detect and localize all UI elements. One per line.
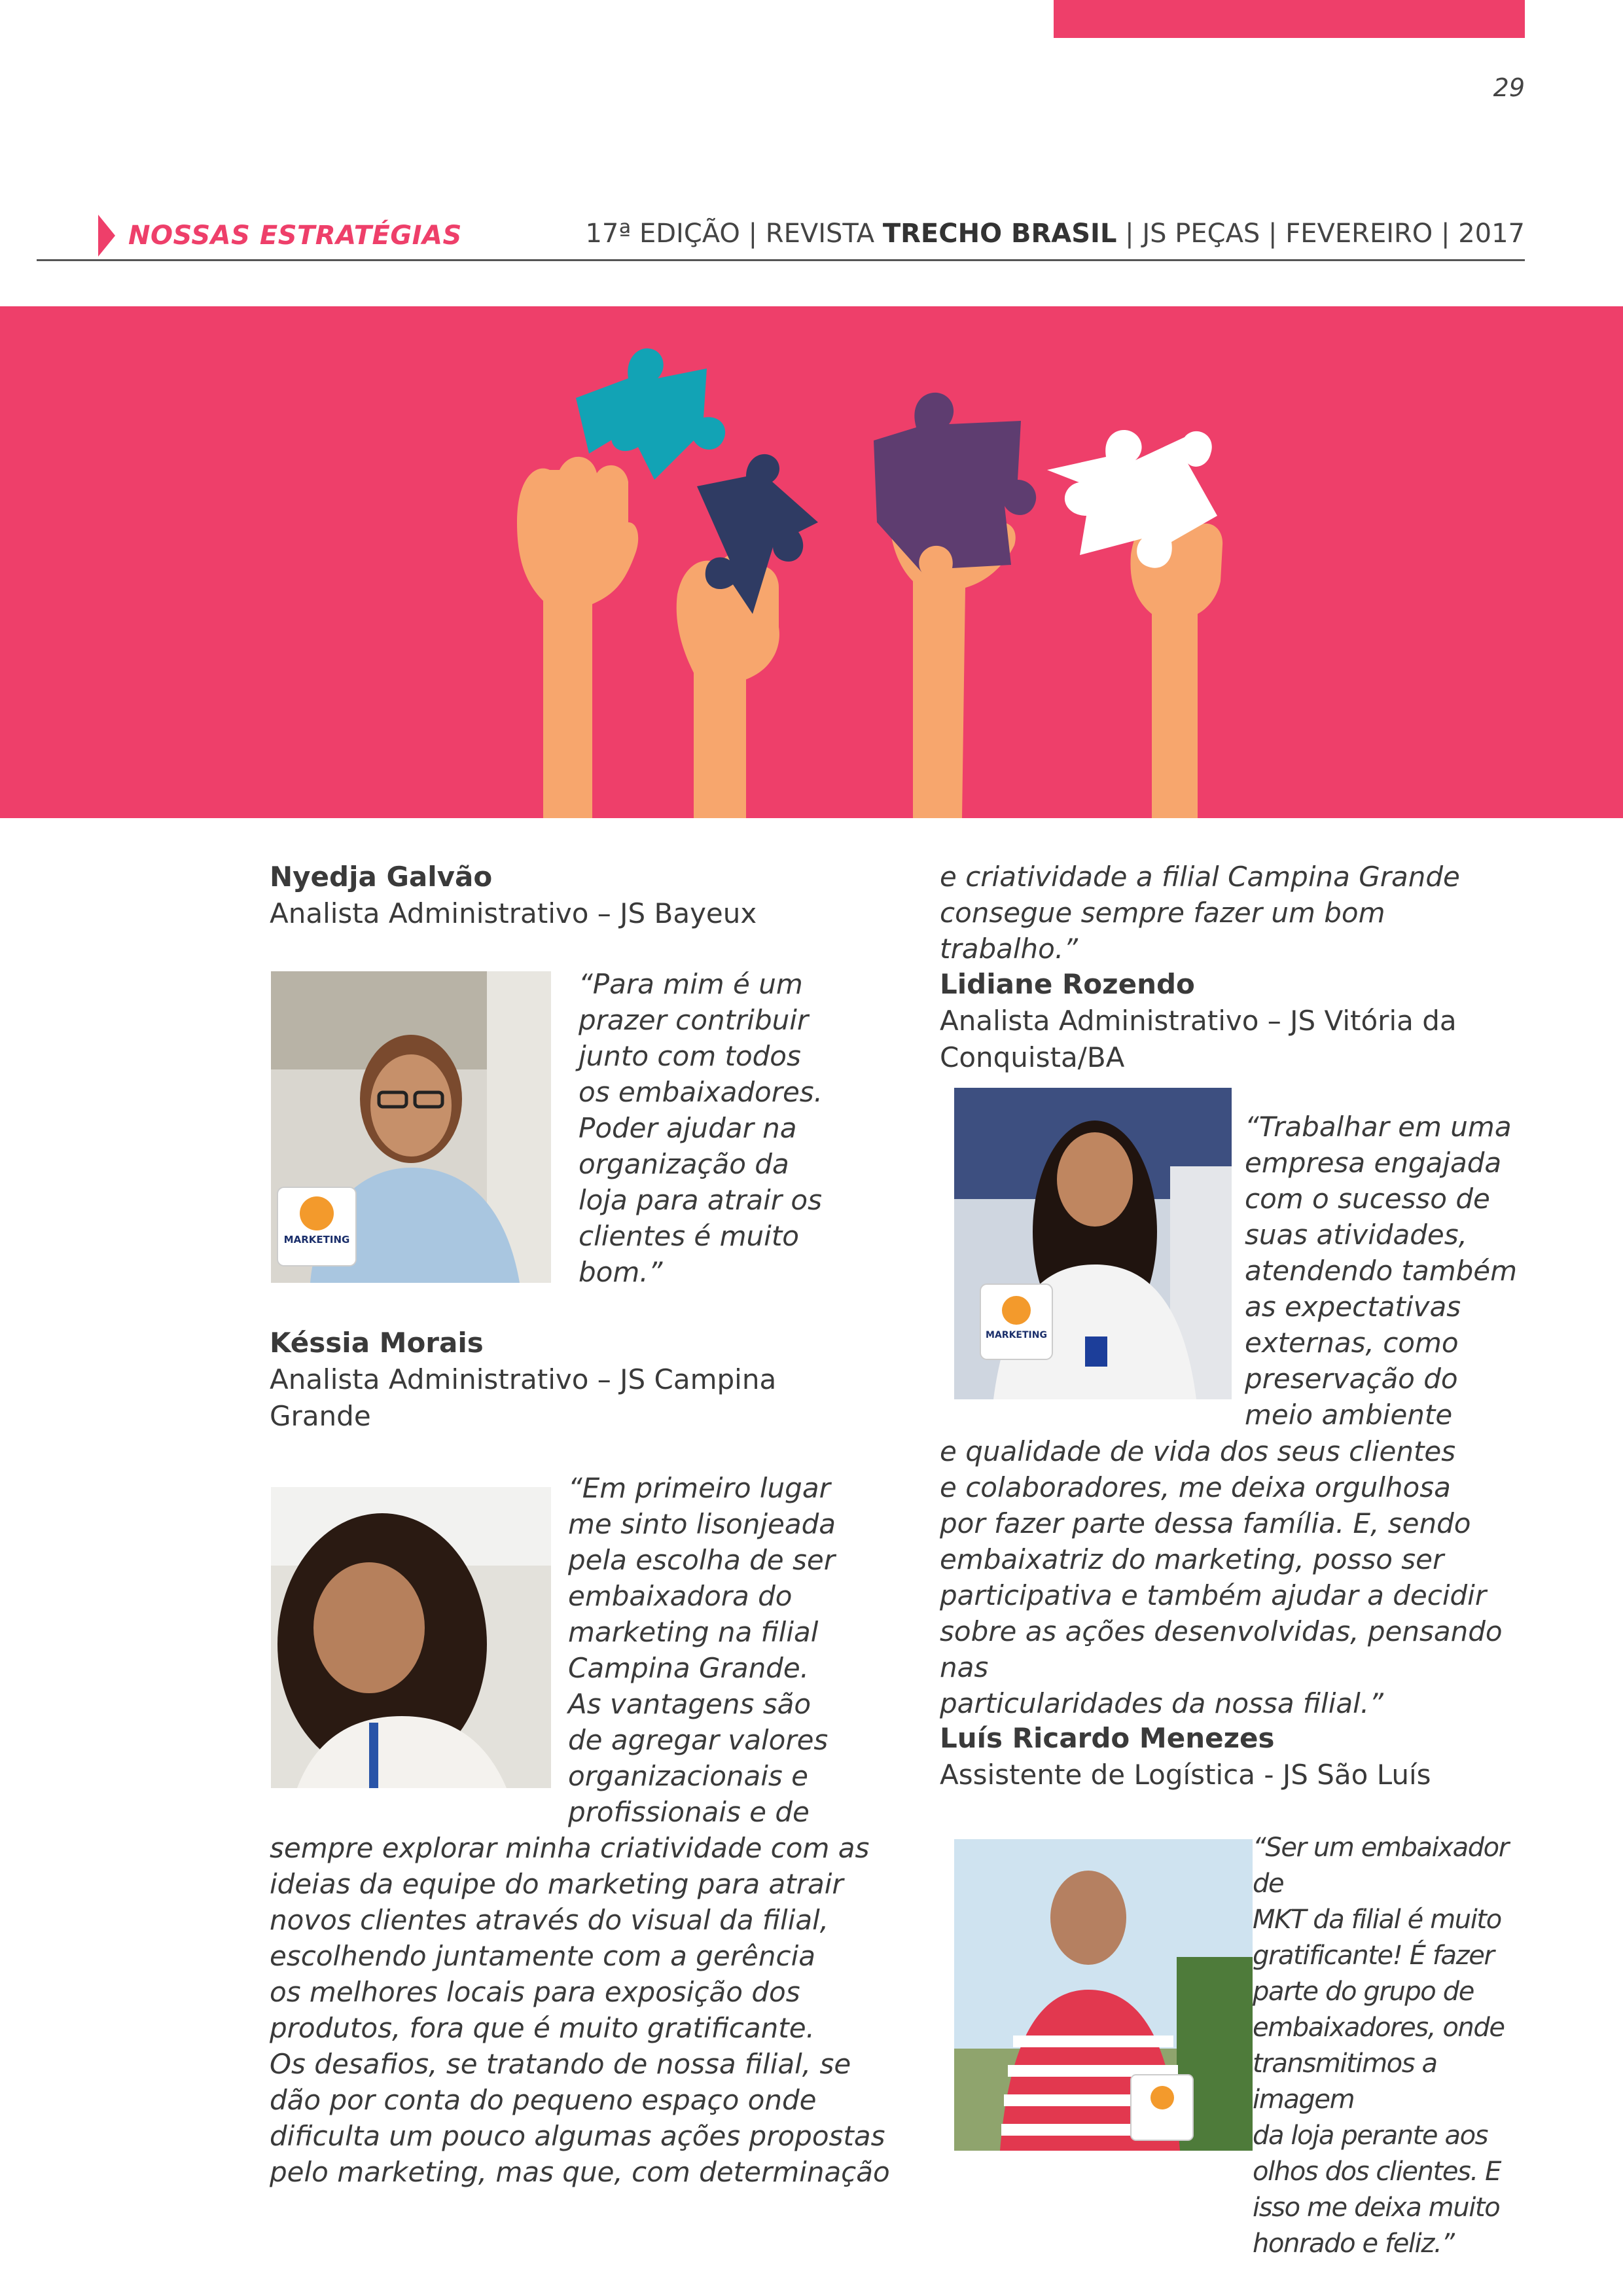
header-divider <box>37 259 1525 261</box>
mug-label-lidiane: MARKETING <box>986 1330 1047 1340</box>
quote-kessia-continued: e criatividade a filial Campina Grande consegue sempre fazer um bom trabalho.” <box>940 861 1460 965</box>
person-name-nyedja: Nyedja Galvão <box>270 861 493 893</box>
person-role-lidiane: Analista Administrativo – JS Vitória da Conquista/BA <box>940 1005 1457 1073</box>
quote-lidiane-side: “Trabalhar em uma empresa engajada com o sucesso de suas atividades, atendendo também as expectativas externas, como preservação do meio ambiente <box>1245 1111 1518 1431</box>
section-arrow-icon <box>98 215 115 257</box>
section-title: NOSSAS ESTRATÉGIAS <box>128 221 462 251</box>
quote-kessia-side: “Em primeiro lugar me sinto lisonjeada pela escolha de ser embaixadora do marketing na filial Campina Grande. As vantagens são de agregar valores organizacionais e profissionais e de <box>568 1472 836 1828</box>
edition-header <box>585 219 1525 249</box>
person-role-luis: Assistente de Logística - JS São Luís <box>940 1759 1431 1791</box>
edition-suffix: | JS PEÇAS | FEVEREIRO | 2017 <box>1116 219 1525 249</box>
mug-label-nyedja: MARKETING <box>283 1234 350 1246</box>
edition-prefix: 17ª EDIÇÃO | REVISTA <box>585 219 883 249</box>
hero-banner <box>0 306 1623 818</box>
photo-luis <box>954 1839 1253 2151</box>
photo-kessia <box>271 1487 551 1788</box>
top-accent-bar <box>1054 0 1525 38</box>
quote-kessia-full: sempre explorar minha criatividade com as ideias da equipe do marketing para atrair novos clientes através do visual da filial, escolhendo juntamente com a gerência os melhores locais para exposição dos produtos, fora que é muito gratificante. Os desafios, se tratando de nossa filial, se dão por conta do pequeno espaço onde dificulta um pouco algumas ações propostas pelo marketing, mas que, com determinação <box>270 1832 890 2188</box>
person-name-kessia: Késsia Morais <box>270 1327 484 1359</box>
person-role-nyedja: Analista Administrativo – JS Bayeux <box>270 897 757 929</box>
person-name-lidiane: Lidiane Rozendo <box>940 968 1195 1000</box>
person-name-luis: Luís Ricardo Menezes <box>940 1722 1275 1754</box>
page-number: 29 <box>1493 73 1525 102</box>
photo-lidiane <box>954 1088 1232 1399</box>
quote-nyedja: “Para mim é um prazer contribuir junto com todos os embaixadores. Poder ajudar na organização da loja para atrair os clientes é muito bom.” <box>579 968 823 1288</box>
hands-puzzle-illustration <box>0 306 1623 818</box>
quote-luis: “Ser um embaixador de MKT da filial é muito gratificante! É fazer parte do grupo de embaixadores, onde transmitimos a imagem da loja perante aos olhos dos clientes. E isso me deixa muito honrado e feliz.” <box>1253 1833 1508 2259</box>
section-tag <box>98 216 462 255</box>
quote-lidiane-full: e qualidade de vida dos seus clientes e colaboradores, me deixa orgulhosa por fazer parte dessa família. E, sendo embaixatriz do marketing, posso ser participativa e também ajudar a decidir sobre as ações desenvolvidas, pensando nas particularidades da nossa filial.” <box>940 1435 1503 1719</box>
person-role-kessia: Analista Administrativo – JS Campina Grande <box>270 1363 777 1432</box>
magazine-title: TRECHO BRASIL <box>882 219 1117 249</box>
photo-nyedja <box>271 971 551 1283</box>
